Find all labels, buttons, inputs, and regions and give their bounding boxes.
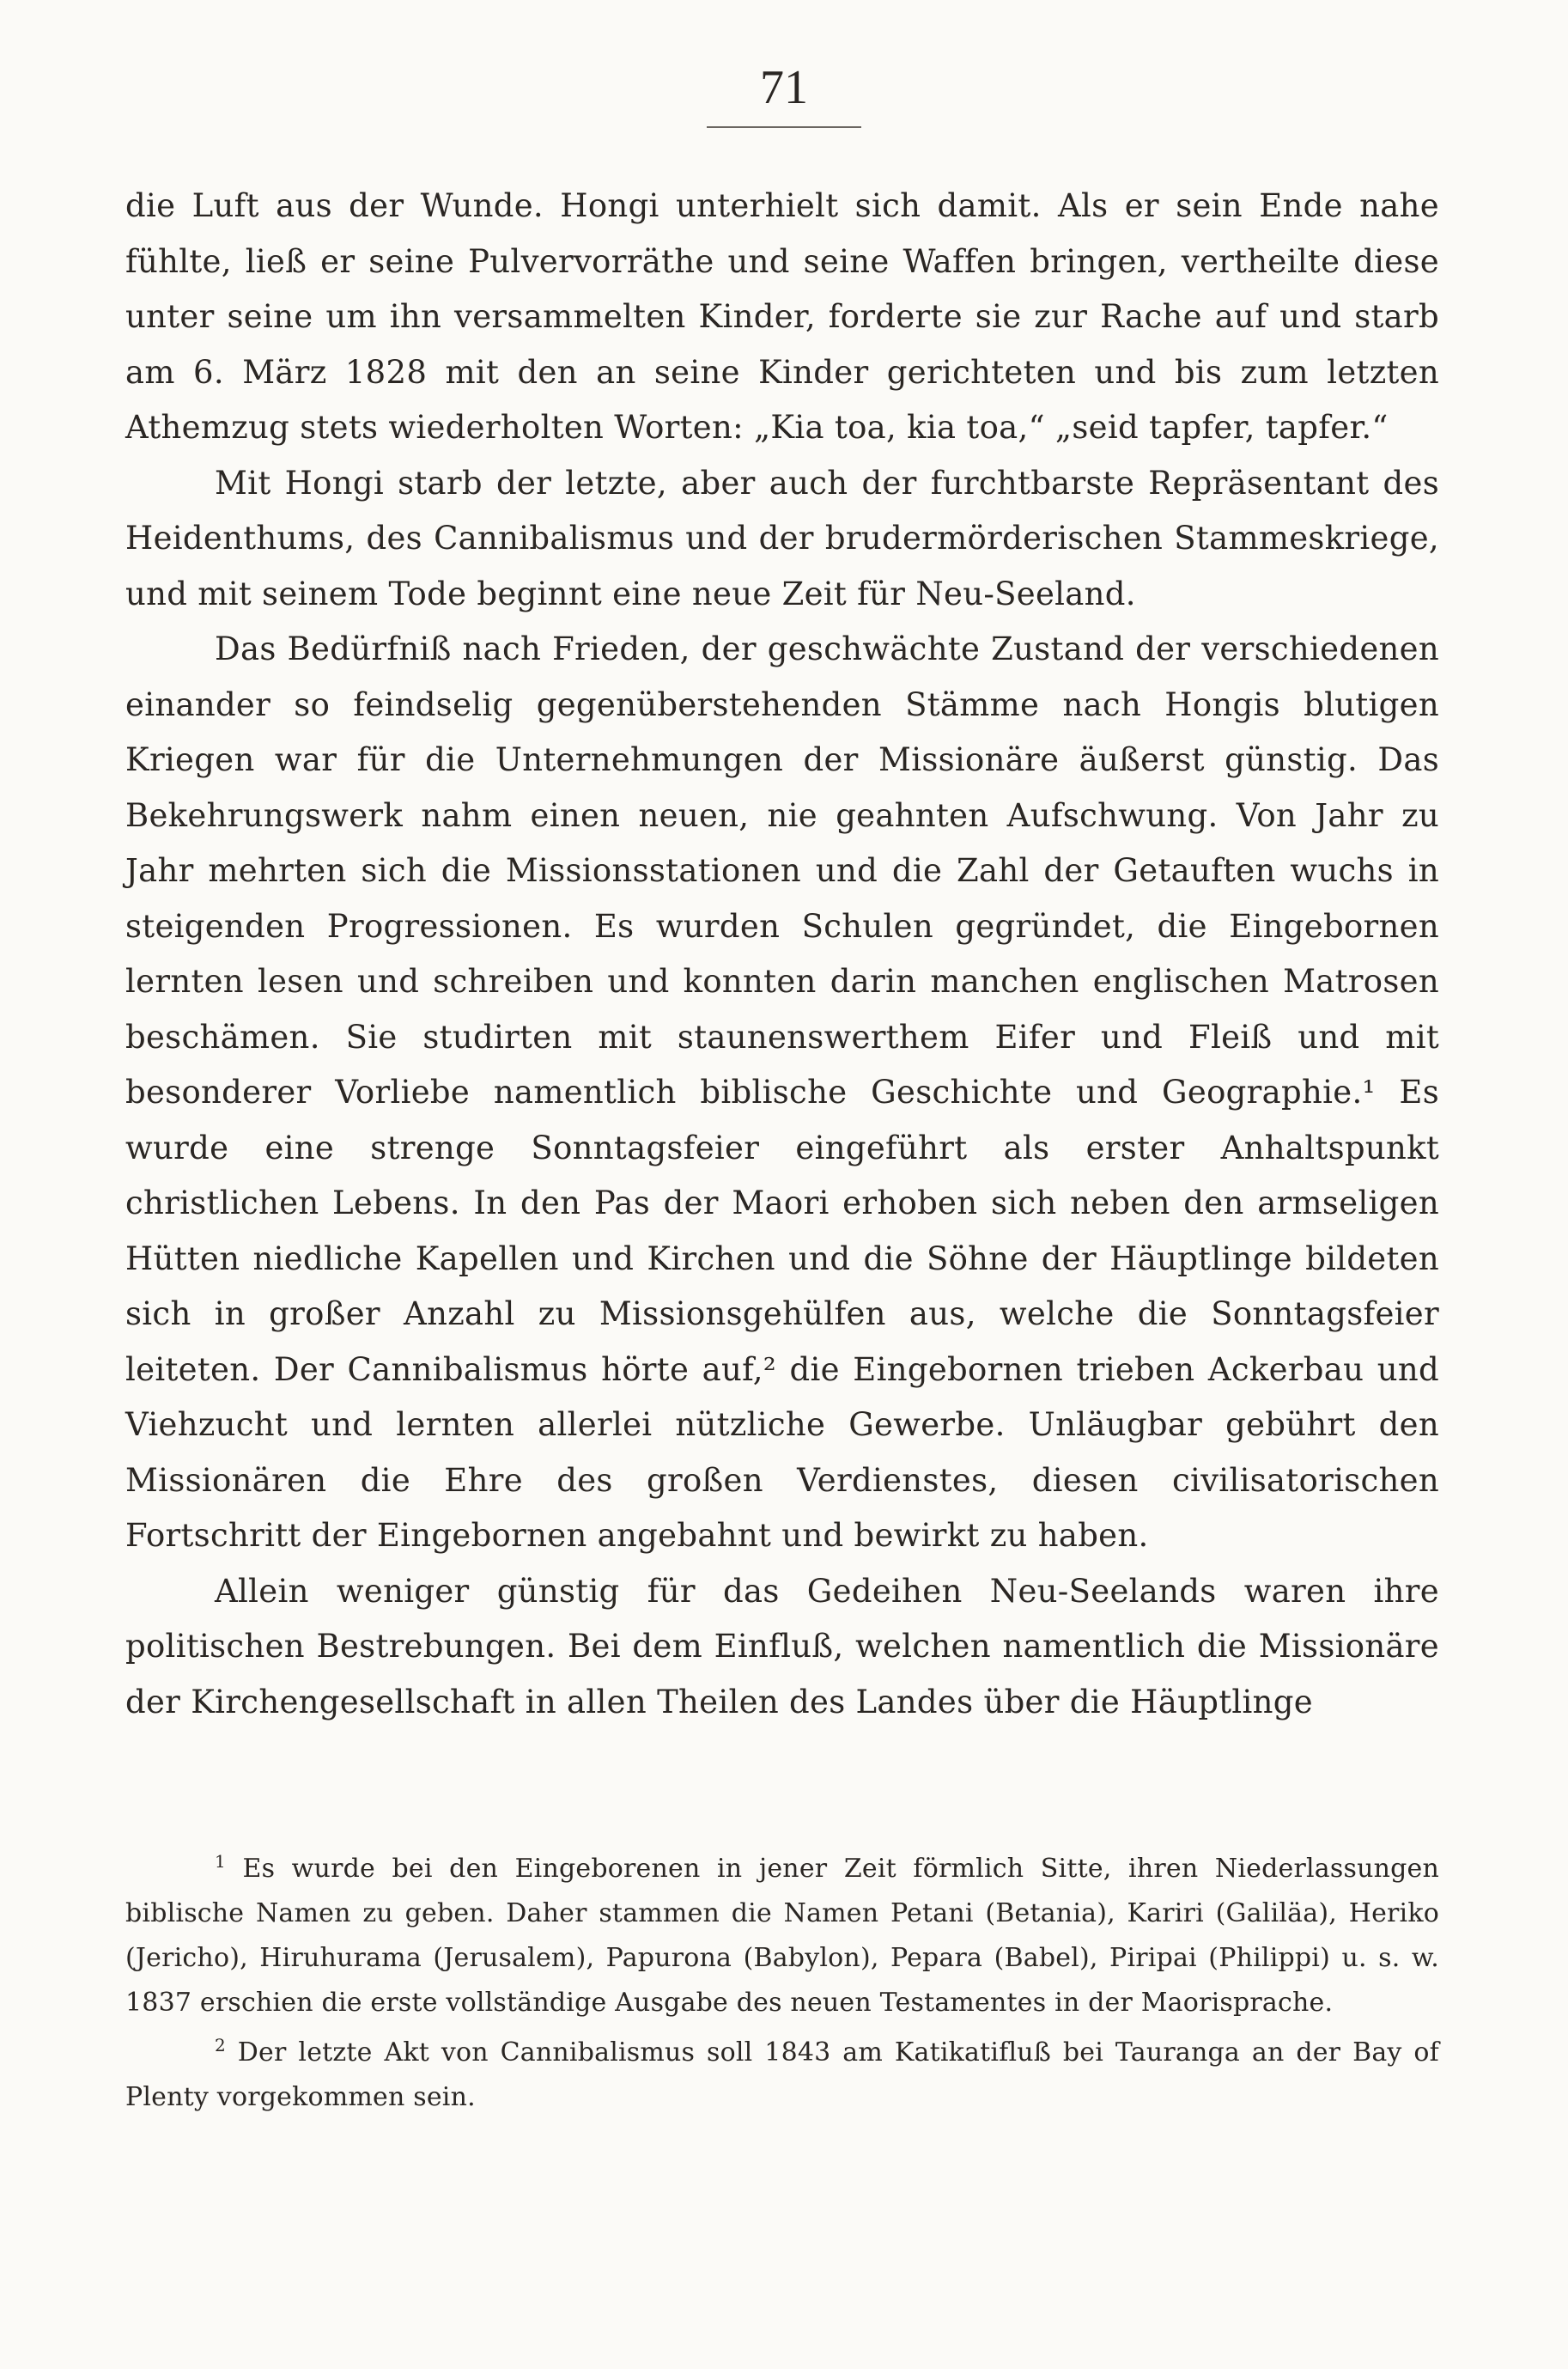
footnote-2 bbox=[125, 2031, 1439, 2120]
paragraph-hongi-death: Mit Hongi starb der letzte, aber auch der furchtbarste Repräsentant des Heidenthums, des Cannibalismus und der brudermörderischen Stammeskriege, und mit seinem Tode beginnt eine neue Zeit für Neu-Seeland. bbox=[125, 464, 1439, 612]
paragraph-missions: Das Bedürfniß nach Frieden, der geschwächte Zustand der verschiedenen einander so feindselig gegenüberstehenden Stämme nach Hongis blutigen Kriegen war für die Unternehmungen der Missionäre äußerst günstig. Das Bekehrungswerk nahm einen neuen, nie geahnten Aufschwung. Von Jahr zu Jahr mehrten sich die Missionsstationen und die Zahl der Getauften wuchs in steigenden Progressionen. Es wurden Schulen gegründet, die Eingebornen lernten lesen und schreiben und konnten darin manchen englischen Matrosen beschämen. Sie studirten mit staunenswerthem Eifer und Fleiß und mit besonderer Vorliebe namentlich biblische Geschichte und Geographie.¹ Es wurde eine strenge Sonntagsfeier eingeführt als erster Anhaltspunkt christlichen Lebens. In den Pas der Maori erhoben sich neben den armseligen Hütten niedliche Kapellen und Kirchen und die Söhne der Häuptlinge bildeten sich in großer Anzahl zu Missionsgehülfen aus, welche die Sonntagsfeier leiteten. Der Cannibalismus hörte auf,² die Eingebornen trieben Ackerbau und Viehzucht und lernten allerlei nützliche Gewerbe. Unläugbar gebührt den Missionären die Ehre des großen Verdienstes, diesen civilisatorischen Fortschritt der Eingebornen angebahnt und bewirkt zu haben. bbox=[125, 630, 1439, 1554]
footnote-text: Es wurde bei den Eingeborenen in jener Zeit förmlich Sitte, ihren Niederlassungen biblische Namen zu geben. Daher stammen die Namen Petani (Betania), Kariri (Galiläa), Heriko (Jericho), Hiruhurama (Jerusalem), Papurona (Babylon), Pepara (Babel), Piripai (Philippi) u. s. w. 1837 erschien die erste vollständige Ausgabe des neuen Testamentes in der Maorisprache. bbox=[125, 1854, 1439, 2018]
main-text bbox=[125, 179, 1439, 1730]
footnotes bbox=[125, 1847, 1439, 2125]
header-rule bbox=[707, 126, 861, 128]
paragraph-politics: Allein weniger günstig für das Gedeihen Neu-Seelands waren ihre politischen Bestrebungen. Bei dem Einfluß, welchen namentlich die Missionäre der Kirchengesellschaft in allen Theilen des Landes über die Häuptlinge bbox=[125, 1572, 1439, 1720]
footnote-marker: 2 bbox=[215, 2035, 226, 2055]
footnote-marker: 1 bbox=[215, 1851, 226, 1872]
footnote-text: Der letzte Akt von Cannibalismus soll 1843 am Katikatifluß bei Tauranga an der Bay of Plenty vorgekommen sein. bbox=[125, 2037, 1439, 2112]
footnote-1 bbox=[125, 1847, 1439, 2025]
paragraph-continuation: die Luft aus der Wunde. Hongi unterhielt sich damit. Als er sein Ende nahe fühlte, ließ er seine Pulvervorräthe und seine Waffen bringen, vertheilte diese unter seine um ihn versammelten Kinder, forderte sie zur Rache auf und starb am 6. März 1828 mit den an seine Kinder gerichteten und bis zum letzten Athemzug stets wiederholten Worten: „Kia toa, kia toa,“ „seid tapfer, tapfer.“ bbox=[125, 187, 1439, 446]
page-number: 71 bbox=[760, 61, 808, 114]
